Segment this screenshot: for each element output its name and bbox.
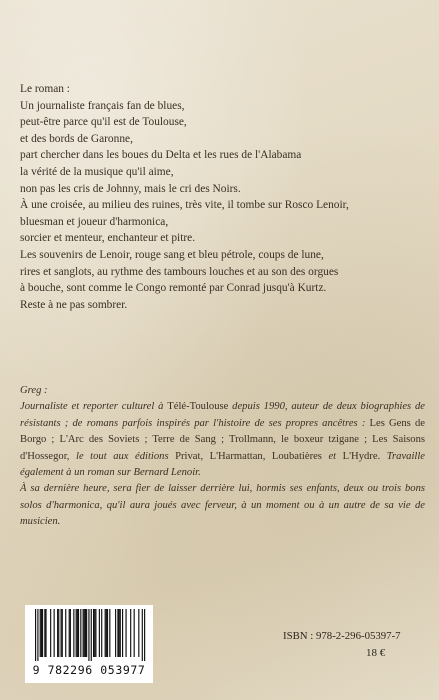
barcode-bar xyxy=(61,609,62,657)
blurb-line: Les souvenirs de Lenoir, rouge sang et bleu pétrole, coups de lune, xyxy=(20,248,324,261)
author-bio-closing: À sa dernière heure, sera fier de laisser derrière lui, hormis ses enfants, deux ou trois bons solos d'harmonica, qu'il aura joués avec ferveur, à un moment ou à un autre de sa vie de musicien. xyxy=(20,483,425,528)
barcode-bar xyxy=(80,609,81,657)
price: 18 € xyxy=(366,647,386,659)
bio-publisher: L'Hydre. xyxy=(342,450,381,462)
bio-publishers: Privat, L'Harmattan, Loubatières xyxy=(175,450,322,462)
barcode-bar xyxy=(144,609,145,661)
barcode-bar xyxy=(99,609,100,657)
back-cover-blurb xyxy=(20,81,425,313)
bio-text: le tout aux éditions xyxy=(69,450,176,462)
barcode-digits: 9 782296 053977 xyxy=(32,663,146,677)
barcode-bars xyxy=(29,609,149,661)
barcode-bar xyxy=(65,609,66,657)
barcode-bar xyxy=(54,609,55,657)
blurb-line: la vérité de la musique qu'il aime, xyxy=(20,165,174,178)
blurb-line: non pas les cris de Johnny, mais le cri des Noirs. xyxy=(20,182,241,195)
barcode-bar xyxy=(101,609,102,657)
blurb-line: part chercher dans les boues du Delta et les rues de l'Alabama xyxy=(20,149,302,162)
barcode-bar xyxy=(93,609,94,657)
barcode-bar xyxy=(84,609,85,657)
barcode-bar xyxy=(109,609,110,657)
barcode-bar xyxy=(37,609,38,661)
bio-text: Journaliste et reporter culturel à xyxy=(20,401,168,413)
barcode-bar xyxy=(107,609,108,657)
barcode-bar xyxy=(83,609,84,657)
barcode-bar xyxy=(122,609,123,657)
barcode-bar xyxy=(134,609,135,657)
blurb-line: rires et sanglots, au rythme des tambours louches et au son des orgues xyxy=(20,265,339,278)
barcode-bar xyxy=(77,609,78,657)
barcode-bar xyxy=(62,609,63,657)
barcode-bar xyxy=(35,609,36,661)
barcode-bar xyxy=(120,609,121,657)
barcode-bar xyxy=(70,609,71,657)
bio-text: depuis 1990, auteur de deux biographies de résistants ; de romans parfois inspirés par l'histoire de ses propres ancêtres : xyxy=(20,401,425,429)
barcode-bar xyxy=(44,609,45,657)
blurb-line: Reste à ne pas sombrer. xyxy=(20,298,128,311)
barcode-bar xyxy=(125,609,126,657)
barcode-bar xyxy=(130,609,131,657)
barcode-bar xyxy=(86,609,87,657)
author-bio xyxy=(20,383,425,531)
barcode-bar xyxy=(117,609,118,657)
blurb-line: À une croisée, au milieu des ruines, très vite, il tombe sur Rosco Lenoir, xyxy=(20,199,349,212)
barcode-bar xyxy=(45,609,46,657)
blurb-line: à bouche, sont comme le Congo remonté par Conrad jusqu'à Kurtz. xyxy=(20,282,327,295)
barcode-bar xyxy=(138,609,139,657)
barcode-bar xyxy=(42,609,43,657)
barcode-bar xyxy=(57,609,58,657)
bio-channel-name: Télé-Toulouse xyxy=(167,401,229,413)
barcode xyxy=(25,605,153,683)
barcode-bar xyxy=(41,609,42,657)
barcode-bar xyxy=(94,609,95,657)
bio-text: et xyxy=(321,450,343,462)
barcode-bar xyxy=(85,609,86,657)
bio-text: Travaille également à un roman sur Bernard Lenoir. xyxy=(20,450,425,479)
barcode-bar xyxy=(69,609,70,657)
blurb-line: bluesman et joueur d'harmonica, xyxy=(20,215,169,228)
author-name: Greg : xyxy=(20,385,48,396)
barcode-bar xyxy=(95,609,96,657)
barcode-bar xyxy=(50,609,51,657)
barcode-bar xyxy=(78,609,79,657)
barcode-bar xyxy=(115,609,116,657)
barcode-bar xyxy=(73,609,74,657)
bio-book-titles: Les Gens de Borgo ; L'Arc des Soviets ; Terre de Sang ; Trollmann, le boxeur tzigane ; Les Saisons d'Hossegor, xyxy=(20,417,425,462)
blurb-line: Le roman : xyxy=(20,83,70,95)
isbn-number: ISBN : 978-2-296-05397-7 xyxy=(283,630,401,642)
barcode-bar xyxy=(88,609,89,661)
barcode-bar xyxy=(142,609,143,661)
blurb-line: sorcier et menteur, enchanteur et pitre. xyxy=(20,232,196,245)
barcode-bar xyxy=(105,609,106,657)
barcode-bar xyxy=(40,609,41,657)
barcode-bar xyxy=(76,609,77,657)
barcode-bar xyxy=(106,609,107,657)
blurb-line: peut-être parce qu'il est de Toulouse, xyxy=(20,116,187,129)
barcode-bar xyxy=(58,609,59,657)
barcode-bar xyxy=(91,609,92,661)
blurb-line: et des bords de Garonne, xyxy=(20,132,133,145)
blurb-line: Un journaliste français fan de blues, xyxy=(20,99,185,112)
author-bio-paragraph xyxy=(20,399,425,481)
barcode-bar xyxy=(119,609,120,657)
